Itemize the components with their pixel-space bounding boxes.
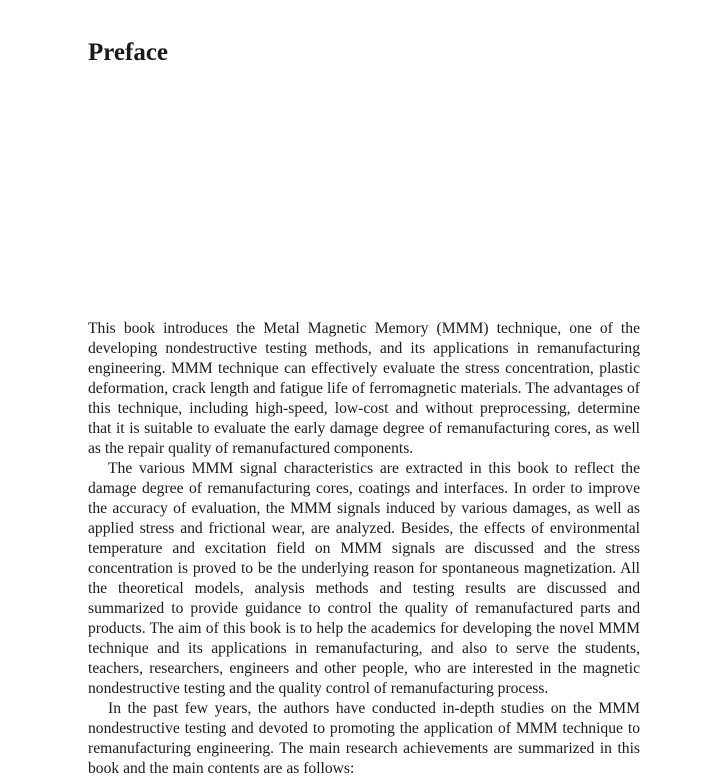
- paragraph-research-summary: In the past few years, the authors have conducted in-depth studies on the MMM nondestructive testing and devoted to promoting the application of MMM technique to remanufacturing engineering. The main research achievements are summarized in this book and the main contents are as follows:: [88, 700, 640, 777]
- preface-body: [88, 319, 640, 779]
- paragraph-signal-characteristics: The various MMM signal characteristics are extracted in this book to reflect the damage degree of remanufacturing cores, coatings and interfaces. In order to improve the accuracy of evaluation, the MMM signals induced by various damages, as well as applied stress and frictional wear, are analyzed. Besides, the effects of environmental temperature and excitation field on MMM signals are discussed and the stress concentration is proved to be the underlying reason for spontaneous magnetization. All the theoretical models, analysis methods and testing results are discussed and summarized to provide guidance to control the quality of remanufactured parts and products. The aim of this book is to help the academics for developing the novel MMM technique and its applications in remanufacturing, and also to serve the students, teachers, researchers, engineers and other people, who are interested in the magnetic nondestructive testing and the quality control of remanufacturing process.: [88, 460, 640, 697]
- paragraph-intro: This book introduces the Metal Magnetic Memory (MMM) technique, one of the developing nondestructive testing methods, and its applications in remanufacturing engineering. MMM technique can effectively evaluate the stress concentration, plastic deformation, crack length and fatigue life of ferromagnetic materials. The advantages of this technique, including high-speed, low-cost and without preprocessing, determine that it is suitable to evaluate the early damage degree of remanufacturing cores, as well as the repair quality of remanufactured components.: [88, 320, 640, 457]
- chapter-title: Preface: [88, 39, 169, 66]
